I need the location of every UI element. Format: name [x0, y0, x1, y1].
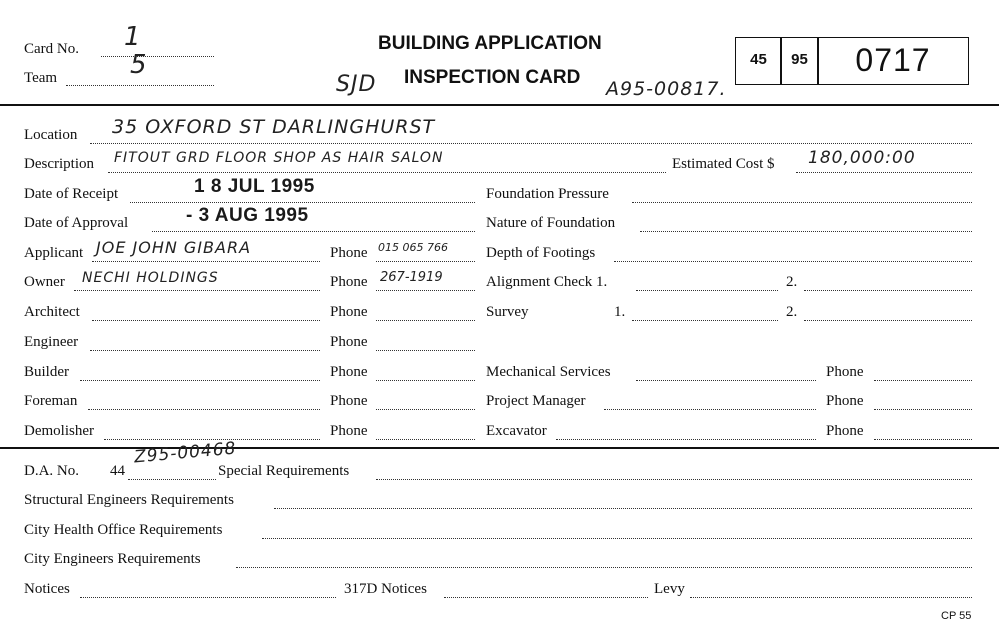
- number-box-1-value: 45: [750, 51, 767, 68]
- applicant-phone-label: Phone: [330, 245, 368, 261]
- team-label: Team: [24, 70, 58, 86]
- excavator-phone-dotted-line: [874, 439, 972, 440]
- engineer-phone-label: Phone: [330, 334, 368, 350]
- applicant-phone-value: 015 065 766: [378, 241, 448, 254]
- foreman-label: Foreman: [24, 393, 78, 409]
- date-approval-label: Date of Approval: [24, 215, 129, 231]
- alignment-check-1-dotted-line: [636, 290, 778, 291]
- foundation-pressure-dotted-line: [632, 202, 972, 203]
- da-no-label: D.A. No.: [24, 463, 79, 479]
- number-box-2-value: 95: [791, 51, 808, 68]
- applicant-value: JOE JOHN GIBARA: [96, 238, 252, 257]
- foreman-phone-dotted-line: [376, 409, 475, 410]
- architect-phone-dotted-line: [376, 320, 475, 321]
- builder-phone-dotted-line: [376, 380, 475, 381]
- city-engineers-requirements-label: City Engineers Requirements: [24, 551, 201, 567]
- demolisher-phone-dotted-line: [376, 439, 475, 440]
- city-engineers-requirements-dotted-line: [236, 567, 972, 568]
- estimated-cost-label: Estimated Cost $: [672, 156, 775, 172]
- number-box-3-value: 0717: [855, 42, 931, 78]
- location-value: 35 OXFORD ST DARLINGHURST: [112, 116, 436, 138]
- team-value: 5: [130, 50, 148, 80]
- demolisher-phone-label: Phone: [330, 423, 368, 439]
- notices-dotted-line: [80, 597, 336, 598]
- description-label: Description: [24, 156, 94, 172]
- architect-label: Architect: [24, 304, 80, 320]
- notices-label: Notices: [24, 581, 70, 597]
- foreman-phone-label: Phone: [330, 393, 368, 409]
- depth-footings-dotted-line: [614, 261, 972, 262]
- alignment-check-label: Alignment Check 1.: [486, 274, 608, 290]
- excavator-phone-label: Phone: [826, 423, 864, 439]
- applicant-label: Applicant: [24, 245, 84, 261]
- structural-requirements-label: Structural Engineers Requirements: [24, 492, 234, 508]
- location-label: Location: [24, 127, 78, 143]
- levy-label: Levy: [654, 581, 685, 597]
- special-requirements-dotted-line: [376, 479, 972, 480]
- da-no-dotted-line: [128, 479, 216, 480]
- da-prefix: 44: [110, 463, 125, 479]
- da-no-value: Z95-00468: [133, 438, 238, 468]
- project-manager-dotted-line: [604, 409, 816, 410]
- engineer-label: Engineer: [24, 334, 79, 350]
- location-dotted-line: [90, 143, 972, 144]
- nature-foundation-label: Nature of Foundation: [486, 215, 616, 231]
- notices-317d-label: 317D Notices: [344, 581, 427, 597]
- excavator-dotted-line: [556, 439, 816, 440]
- mechanical-services-dotted-line: [636, 380, 816, 381]
- project-manager-phone-dotted-line: [874, 409, 972, 410]
- project-manager-phone-label: Phone: [826, 393, 864, 409]
- owner-phone-label: Phone: [330, 274, 368, 290]
- survey-label: Survey: [486, 304, 529, 320]
- foundation-pressure-label: Foundation Pressure: [486, 186, 609, 202]
- survey-1-label: 1.: [614, 304, 626, 320]
- levy-dotted-line: [690, 597, 972, 598]
- card-no-dotted-line: [101, 56, 214, 57]
- applicant-dotted-line: [92, 261, 320, 262]
- notices-317d-dotted-line: [444, 597, 648, 598]
- estimated-cost-dotted-line: [796, 172, 972, 173]
- builder-phone-label: Phone: [330, 364, 368, 380]
- description-dotted-line: [108, 172, 666, 173]
- team-dotted-line: [66, 85, 214, 86]
- date-approval-stamp: - 3 AUG 1995: [186, 205, 309, 226]
- date-receipt-label: Date of Receipt: [24, 186, 119, 202]
- health-requirements-label: City Health Office Requirements: [24, 522, 223, 538]
- form-code: CP 55: [941, 610, 972, 622]
- alignment-check-2-label: 2.: [786, 274, 798, 290]
- engineer-dotted-line: [90, 350, 320, 351]
- date-receipt-stamp: 1 8 JUL 1995: [194, 176, 315, 197]
- form-title-line2: INSPECTION CARD: [404, 67, 581, 88]
- estimated-cost-value: 180,000:00: [808, 148, 916, 168]
- structural-requirements-dotted-line: [274, 508, 972, 509]
- file-reference-handwritten: A95-00817.: [606, 78, 727, 100]
- special-requirements-label: Special Requirements: [218, 463, 350, 479]
- mechanical-services-label: Mechanical Services: [486, 364, 611, 380]
- number-box-2: [780, 37, 819, 85]
- mechanical-phone-dotted-line: [874, 380, 972, 381]
- depth-footings-label: Depth of Footings: [486, 245, 596, 261]
- builder-dotted-line: [80, 380, 320, 381]
- owner-value: NECHI HOLDINGS: [82, 270, 219, 286]
- survey-2-dotted-line: [804, 320, 972, 321]
- owner-phone-dotted-line: [376, 290, 475, 291]
- description-value: FITOUT GRD FLOOR SHOP AS HAIR SALON: [114, 150, 444, 166]
- initials-handwritten: SJD: [336, 72, 377, 97]
- owner-label: Owner: [24, 274, 65, 290]
- applicant-phone-dotted-line: [376, 261, 475, 262]
- health-requirements-dotted-line: [262, 538, 972, 539]
- card-no-label: Card No.: [24, 41, 79, 57]
- project-manager-label: Project Manager: [486, 393, 586, 409]
- architect-dotted-line: [92, 320, 320, 321]
- survey-2-label: 2.: [786, 304, 798, 320]
- number-box-1: [735, 37, 782, 85]
- builder-label: Builder: [24, 364, 69, 380]
- nature-foundation-dotted-line: [640, 231, 972, 232]
- survey-1-dotted-line: [632, 320, 778, 321]
- owner-phone-value: 267-1919: [380, 270, 443, 285]
- card-no-value: 1: [124, 22, 142, 52]
- header-divider: [0, 104, 999, 106]
- architect-phone-label: Phone: [330, 304, 368, 320]
- date-receipt-dotted-line: [130, 202, 475, 203]
- excavator-label: Excavator: [486, 423, 547, 439]
- mechanical-phone-label: Phone: [826, 364, 864, 380]
- demolisher-label: Demolisher: [24, 423, 94, 439]
- owner-dotted-line: [74, 290, 320, 291]
- engineer-phone-dotted-line: [376, 350, 475, 351]
- number-box-3: [817, 37, 969, 85]
- form-title-line1: BUILDING APPLICATION: [378, 33, 602, 54]
- date-approval-dotted-line: [152, 231, 475, 232]
- foreman-dotted-line: [88, 409, 320, 410]
- alignment-check-2-dotted-line: [804, 290, 972, 291]
